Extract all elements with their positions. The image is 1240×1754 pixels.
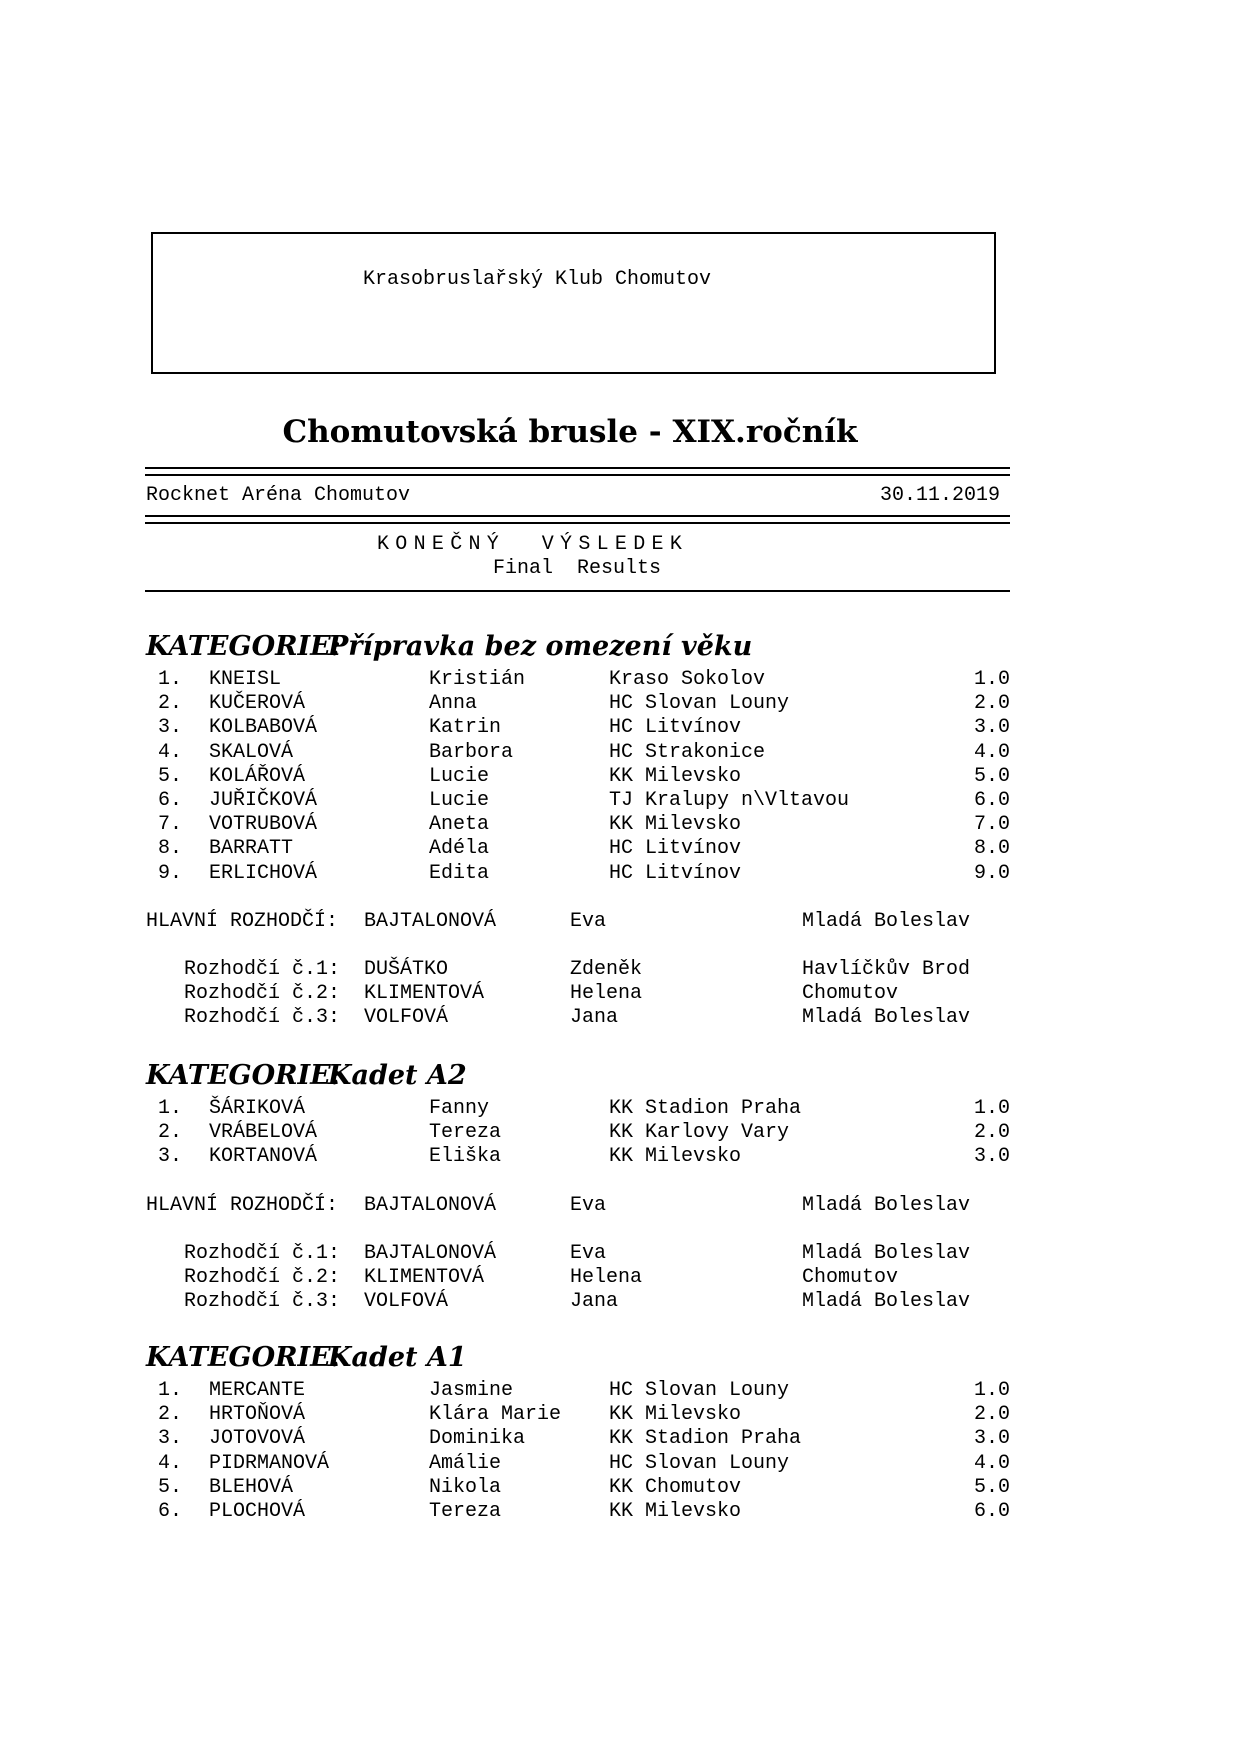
result-row — [0, 1403, 1240, 1427]
judge-surname: VOLFOVÁ — [364, 1006, 449, 1030]
result-points: 1.0 — [973, 668, 1010, 691]
result-club: HC Litvínov — [609, 716, 742, 740]
result-points: 3.0 — [973, 1427, 1010, 1451]
result-club: HC Slovan Louny — [609, 692, 790, 716]
results-heading-cz: KONEČNÝ VÝSLEDEK — [377, 533, 689, 556]
club-header-box — [151, 232, 996, 374]
result-surname: ŠÁRIKOVÁ — [209, 1097, 306, 1120]
event-date: 30.11.2019 — [880, 484, 1001, 507]
judge-role: HLAVNÍ ROZHODČÍ: — [146, 1193, 339, 1217]
result-club: KK Stadion Praha — [609, 1427, 802, 1451]
judge-row — [0, 1290, 1240, 1314]
judge-row — [0, 982, 1240, 1006]
result-first-name: Dominika — [429, 1427, 526, 1451]
judge-city: Mladá Boleslav — [802, 1241, 971, 1265]
judge-city: Havlíčkův Brod — [802, 957, 971, 981]
result-club: KK Karlovy Vary — [609, 1121, 790, 1145]
judge-first-name: Eva — [570, 1193, 607, 1217]
result-surname: KOLBABOVÁ — [209, 716, 318, 740]
judge-city: Mladá Boleslav — [802, 1006, 971, 1030]
category-heading — [146, 1341, 467, 1375]
judge-city: Mladá Boleslav — [802, 909, 971, 933]
result-row — [0, 741, 1240, 765]
result-first-name: Amálie — [429, 1451, 502, 1475]
result-points: 8.0 — [973, 837, 1010, 861]
judge-surname: BAJTALONOVÁ — [364, 1193, 497, 1217]
result-row — [0, 813, 1240, 837]
result-rank: 9. — [158, 861, 183, 885]
result-first-name: Tereza — [429, 1121, 502, 1145]
result-first-name: Barbora — [429, 740, 514, 764]
category-label: KATEGORIE: — [146, 631, 341, 662]
category-label: KATEGORIE: — [146, 1060, 341, 1091]
result-first-name: Fanny — [429, 1097, 490, 1120]
result-surname: VOTRUBOVÁ — [209, 813, 318, 837]
result-rank: 6. — [158, 1500, 183, 1523]
result-points: 7.0 — [973, 813, 1010, 837]
result-points: 6.0 — [973, 789, 1010, 812]
result-rank: 2. — [158, 692, 183, 716]
result-rank: 1. — [158, 1379, 183, 1402]
result-row — [0, 692, 1240, 716]
head-judge-row — [0, 1194, 1240, 1218]
result-points: 1.0 — [973, 1097, 1010, 1120]
result-rank: 4. — [158, 740, 183, 764]
result-rank: 6. — [158, 789, 183, 812]
judge-first-name: Jana — [570, 1290, 619, 1313]
result-row — [0, 1427, 1240, 1451]
result-rank: 1. — [158, 1097, 183, 1120]
club-name: Krasobruslařský Klub Chomutov — [363, 268, 712, 291]
judge-row — [0, 1006, 1240, 1030]
result-points: 4.0 — [973, 740, 1010, 764]
result-row — [0, 765, 1240, 789]
result-surname: JUŘIČKOVÁ — [209, 789, 318, 812]
category-label: KATEGORIE: — [146, 1342, 341, 1373]
result-first-name: Adéla — [429, 837, 490, 861]
result-rank: 3. — [158, 1145, 183, 1169]
judge-city: Chomutov — [802, 982, 899, 1005]
result-points: 1.0 — [973, 1379, 1010, 1402]
result-club: KK Milevsko — [609, 813, 742, 837]
judge-first-name: Zdeněk — [570, 957, 643, 981]
result-first-name: Aneta — [429, 813, 490, 837]
judge-city: Mladá Boleslav — [802, 1193, 971, 1217]
venue: Rocknet Aréna Chomutov — [146, 484, 411, 507]
judge-role: Rozhodčí č.2: — [184, 1265, 341, 1289]
result-rank: 3. — [158, 716, 183, 740]
result-points: 2.0 — [973, 1121, 1010, 1145]
result-surname: JOTOVOVÁ — [209, 1427, 306, 1451]
category-heading — [146, 630, 752, 664]
result-row — [0, 1097, 1240, 1121]
result-first-name: Eliška — [429, 1145, 502, 1169]
result-club: HC Strakonice — [609, 740, 766, 764]
judge-surname: BAJTALONOVÁ — [364, 909, 497, 933]
judge-first-name: Jana — [570, 1006, 619, 1030]
result-surname: PLOCHOVÁ — [209, 1500, 306, 1523]
result-surname: KUČEROVÁ — [209, 692, 306, 716]
result-club: KK Chomutov — [609, 1475, 742, 1499]
result-surname: BARRATT — [209, 837, 294, 861]
result-rank: 5. — [158, 1475, 183, 1499]
judge-role: Rozhodčí č.1: — [184, 1241, 341, 1265]
judge-first-name: Eva — [570, 909, 607, 933]
results-heading-en: Final Results — [493, 557, 662, 580]
page-title: Chomutovská brusle - XIX.ročník — [282, 414, 858, 450]
result-first-name: Jasmine — [429, 1379, 514, 1402]
judge-role: Rozhodčí č.1: — [184, 957, 341, 981]
result-row — [0, 862, 1240, 886]
result-row — [0, 837, 1240, 861]
result-row — [0, 1500, 1240, 1524]
result-row — [0, 668, 1240, 692]
result-club: KK Milevsko — [609, 1500, 742, 1523]
judge-surname: VOLFOVÁ — [364, 1290, 449, 1313]
category-name: Kadet A1 — [328, 1342, 467, 1373]
result-club: KK Milevsko — [609, 1403, 742, 1427]
result-points: 9.0 — [973, 861, 1010, 885]
result-club: KK Stadion Praha — [609, 1097, 802, 1120]
result-club: Kraso Sokolov — [609, 668, 766, 691]
result-surname: KORTANOVÁ — [209, 1145, 318, 1169]
category-name: Přípravka bez omezení věku — [328, 631, 753, 662]
judge-row — [0, 1266, 1240, 1290]
result-rank: 2. — [158, 1121, 183, 1145]
result-club: KK Milevsko — [609, 764, 742, 788]
result-club: KK Milevsko — [609, 1145, 742, 1169]
result-points: 3.0 — [973, 716, 1010, 740]
judge-role: HLAVNÍ ROZHODČÍ: — [146, 909, 339, 933]
result-rank: 5. — [158, 764, 183, 788]
result-points: 2.0 — [973, 692, 1010, 716]
divider-results — [145, 590, 1010, 592]
result-surname: PIDRMANOVÁ — [209, 1451, 330, 1475]
judge-first-name: Helena — [570, 982, 643, 1005]
result-rank: 1. — [158, 668, 183, 691]
result-first-name: Lucie — [429, 764, 490, 788]
judge-first-name: Helena — [570, 1265, 643, 1289]
judge-role: Rozhodčí č.2: — [184, 982, 341, 1005]
judge-surname: KLIMENTOVÁ — [364, 1265, 485, 1289]
result-surname: KNEISL — [209, 668, 282, 691]
category-name: Kadet A2 — [328, 1060, 467, 1091]
result-first-name: Katrin — [429, 716, 502, 740]
result-row — [0, 1452, 1240, 1476]
judge-surname: BAJTALONOVÁ — [364, 1241, 497, 1265]
result-club: HC Slovan Louny — [609, 1451, 790, 1475]
result-surname: VRÁBELOVÁ — [209, 1121, 318, 1145]
result-row — [0, 1121, 1240, 1145]
result-rank: 2. — [158, 1403, 183, 1427]
result-surname: KOLÁŘOVÁ — [209, 764, 306, 788]
result-first-name: Tereza — [429, 1500, 502, 1523]
divider-double-bottom — [145, 515, 1010, 524]
result-first-name: Lucie — [429, 789, 490, 812]
judge-city: Mladá Boleslav — [802, 1290, 971, 1313]
result-surname: HRTOŇOVÁ — [209, 1403, 306, 1427]
result-points: 4.0 — [973, 1451, 1010, 1475]
result-points: 5.0 — [973, 1475, 1010, 1499]
result-surname: BLEHOVÁ — [209, 1475, 294, 1499]
result-rank: 4. — [158, 1451, 183, 1475]
result-rank: 3. — [158, 1427, 183, 1451]
head-judge-row — [0, 910, 1240, 934]
result-row — [0, 789, 1240, 813]
result-club: HC Litvínov — [609, 861, 742, 885]
result-first-name: Kristián — [429, 668, 526, 691]
result-row — [0, 1476, 1240, 1500]
result-first-name: Anna — [429, 692, 478, 716]
result-surname: MERCANTE — [209, 1379, 306, 1402]
judge-surname: KLIMENTOVÁ — [364, 982, 485, 1005]
result-points: 6.0 — [973, 1500, 1010, 1523]
judge-surname: DUŠÁTKO — [364, 957, 449, 981]
divider-double-top — [145, 467, 1010, 476]
result-row — [0, 1379, 1240, 1403]
result-points: 3.0 — [973, 1145, 1010, 1169]
judge-row — [0, 958, 1240, 982]
result-points: 2.0 — [973, 1403, 1010, 1427]
result-points: 5.0 — [973, 764, 1010, 788]
result-surname: ERLICHOVÁ — [209, 861, 318, 885]
judge-role: Rozhodčí č.3: — [184, 1290, 341, 1313]
result-club: HC Slovan Louny — [609, 1379, 790, 1402]
result-surname: SKALOVÁ — [209, 740, 294, 764]
result-club: TJ Kralupy n\Vltavou — [609, 789, 850, 812]
result-first-name: Edita — [429, 861, 490, 885]
result-club: HC Litvínov — [609, 837, 742, 861]
result-row — [0, 716, 1240, 740]
judge-role: Rozhodčí č.3: — [184, 1006, 341, 1030]
result-first-name: Nikola — [429, 1475, 502, 1499]
judge-city: Chomutov — [802, 1265, 899, 1289]
judge-first-name: Eva — [570, 1241, 607, 1265]
result-row — [0, 1145, 1240, 1169]
result-rank: 8. — [158, 837, 183, 861]
result-rank: 7. — [158, 813, 183, 837]
category-heading — [146, 1059, 467, 1093]
judge-row — [0, 1242, 1240, 1266]
result-first-name: Klára Marie — [429, 1403, 562, 1427]
